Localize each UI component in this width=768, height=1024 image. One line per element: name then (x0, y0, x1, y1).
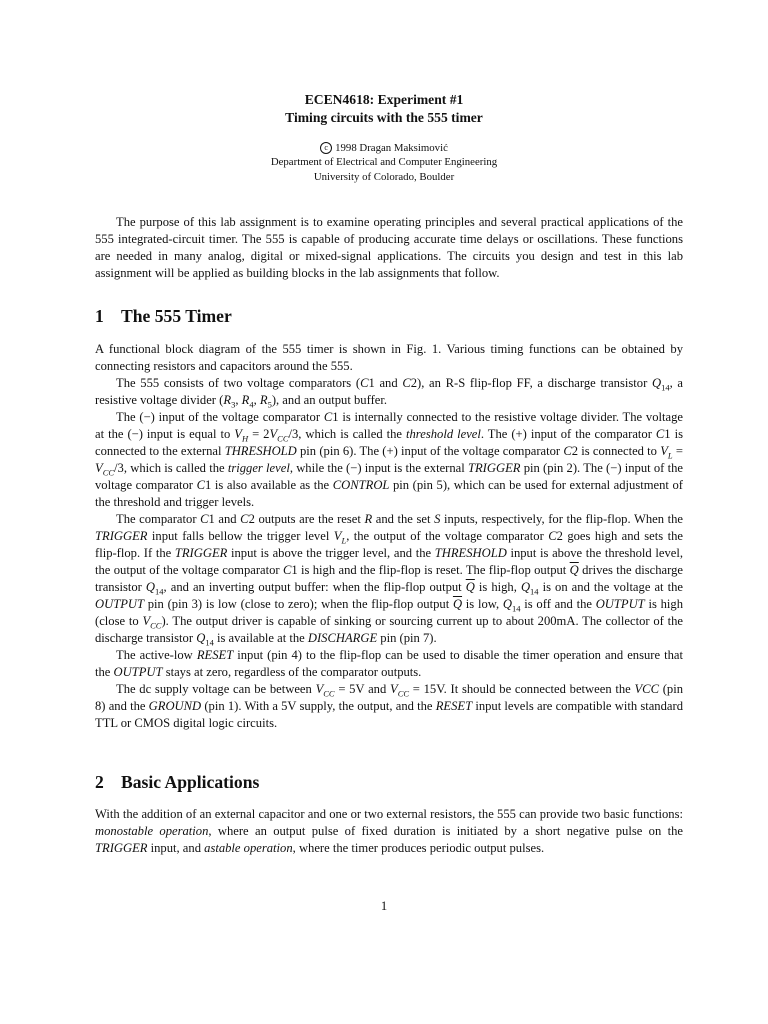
section-1-number: 1 (95, 306, 104, 326)
document-header (0, 91, 768, 184)
section-1-paragraph-5: The active-low RESET input (pin 4) to the flip-flop can be used to disable the timer operation and ensure that the OUTPUT stays at zero, regardless of the comparator outputs. (95, 648, 683, 679)
section-1-paragraph-3: The (−) input of the voltage comparator C1 is internally connected to the resistive voltage divider. The voltage at the (−) input is equal to $V_H = 2V_{CC}/3$, which is called the threshold level. The (+) input of the comparator C1 is connected to the external THRESHOLD pin (pin 6). The (+) input of the voltage comparator C2 is connected to $V_L = V_{CC}/3$, which is called the trigger level, while the (−) input is the external TRIGGER pin (pin 2). The (−) input of the voltage comparator C1 is also available as the CONTROL pin (pin 5), which can be used for external adjustment of the threshold and trigger levels. (95, 410, 683, 509)
section-1-paragraph-2: The 555 consists of two voltage comparators (C1 and C2), an R-S flip-flop FF, a discharge transistor $Q_{14}$, a resistive voltage divider ($R_3$, $R_4$, $R_5$), and an output buffer. (95, 376, 684, 410)
section-1-heading (95, 306, 232, 326)
title-line-1: ECEN4618: Experiment #1 (304, 92, 464, 107)
section-2-paragraph-1: With the addition of an external capacitor and one or two external resistors, the 555 can provide two basic functions: monostable operation, where an output pulse of fixed duration is initiated by a short negative pulse on the TRIGGER input, and astable operation, where the timer produces periodic output pulses. (95, 807, 683, 855)
department: Department of Electrical and Computer Engineering (270, 156, 498, 169)
copyright-icon: c (320, 142, 332, 154)
section-1-paragraph-6: The dc supply voltage can be between $V_{CC} = 5V$ and $V_{CC} = 15V$. It should be connected between the VCC (pin 8) and the GROUND (pin 1). With a 5V supply, the output, and the RESET input levels are compatible with standard TTL or CMOS digital logic circuits. (95, 682, 684, 730)
section-2-heading (95, 772, 259, 792)
section-1-paragraph-1: A functional block diagram of the 555 timer is shown in Fig. 1. Various timing functions can be obtained by connecting resistors and capacitors around the 555. (95, 342, 683, 373)
section-2-body (95, 806, 683, 857)
author-block (0, 141, 768, 184)
section-2-title: Basic Applications (121, 772, 260, 792)
page-number: 1 (380, 899, 388, 913)
copyright-line (0, 141, 768, 155)
section-1-body (95, 341, 683, 732)
abstract (95, 214, 683, 282)
university: University of Colorado, Boulder (313, 170, 455, 183)
section-1-title: The 555 Timer (121, 306, 232, 326)
copyright-text: 1998 Dragan Maksimović (335, 142, 448, 154)
title-line-2: Timing circuits with the 555 timer (285, 109, 483, 125)
section-2-number: 2 (95, 772, 104, 792)
abstract-paragraph: The purpose of this lab assignment is to examine operating principles and several practical applications of the 555 integrated-circuit timer. The 555 is capable of producing accurate time delays or oscillations. These functions are needed in many analog, digital or mixed-signal applications. The circuits you design and test in this lab assignment will be applied as building blocks in the lab assignments that follow. (95, 215, 683, 280)
section-1-paragraph-4: The comparator C1 and C2 outputs are the reset R and the set S inputs, respectively, for the flip-flop. When the TRIGGER input falls bellow the trigger level $V_L$, the output of the voltage comparator C2 goes high and sets the flip-flop. If the TRIGGER input is above the trigger level, and the THRESHOLD input is above the threshold level, the output of the voltage comparator C1 is high and the flip-flop is reset. The flip-flop output $\overline{Q}$ drives the discharge transistor $Q_{14}$, and an inverting output buffer: when the flip-flop output $\overline{Q}$ is high, $Q_{14}$ is on and the voltage at the OUTPUT pin (pin 3) is low (close to zero); when the flip-flop output $\overline{Q}$ is low, $Q_{14}$ is off and the OUTPUT is high (close to $V_{CC}$). The output driver is capable of sinking or sourcing current up to about 200mA. The collector of the discharge transistor $Q_{14}$ is available at the DISCHARGE pin (pin 7). (95, 512, 683, 648)
